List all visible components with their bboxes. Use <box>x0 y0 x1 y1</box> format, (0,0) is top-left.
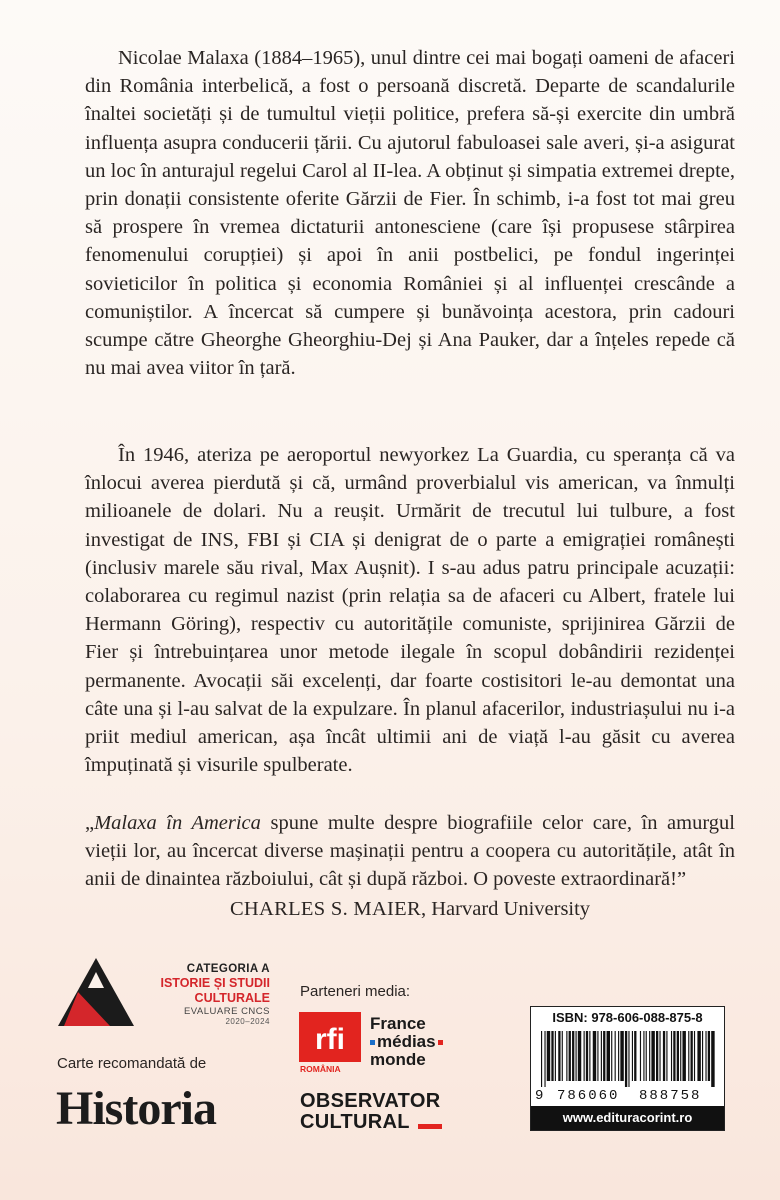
quote-text: spune multe despre biografiile celor care, în amurgul vieții lor, au încercat diverse mașinații pentru a coopera cu autoritățile, atât în anii de dinaintea războiului, cât și după război. O poveste extraordinară!” <box>85 812 735 891</box>
barcode-bar <box>688 1031 689 1081</box>
barcode-bar <box>705 1031 706 1081</box>
category-badge <box>100 962 270 1027</box>
barcode-bar <box>572 1031 574 1081</box>
barcode-bar <box>682 1031 685 1081</box>
recommendation-label: Carte recomandată de <box>57 1055 207 1072</box>
barcode-bar <box>547 1031 550 1081</box>
barcode-digits-right: 888758 <box>639 1088 702 1104</box>
barcode-bar <box>628 1031 629 1087</box>
description-paragraph-1: Nicolae Malaxa (1884–1965), unul dintre cei mai bogați oameni de afaceri din România interbelică, a fost o persoană discretă. Departe de scandalurile înaltei societăți și de tumultul vieții politice, prefera să-și exercite din umbră influența asupra conducerii țării. Cu ajutorul fabuloasei sale averi, și-a asigurat un loc în anturajul regelui Carol al II-lea. A obținut și simpatia extremei drepte, prin donații consistente oferite Gărzii de Fier. În schimb, i-a fost tot mai greu să prospere în vremea dictaturii antonesciene (care își propusese stârpirea fenomenului corupției) și apoi în anii postbelici, pe fondul ingerinței sovieticilor în politica și economia României și al influenței crescânde a comuniștilor. A încercat să cumpere și bunăvoința acestora, prin cadouri scumpe către Gheorghe Gheorghiu-Dej și Ana Pauker, dar a înțeles repede că nu mai avea viitor în țară. <box>85 47 735 380</box>
category-name-2: CULTURALE <box>194 990 270 1005</box>
barcode-bar <box>656 1031 658 1081</box>
barcode-bar <box>597 1031 598 1081</box>
barcode-digits-left: 786060 <box>557 1088 620 1104</box>
fmm-line-2: médias <box>377 1032 436 1051</box>
publisher-website: www.edituracorint.ro <box>531 1106 724 1130</box>
barcode-bar <box>576 1031 577 1081</box>
barcode-bar <box>711 1031 714 1087</box>
barcode-bar <box>640 1031 641 1081</box>
barcode-bar <box>649 1031 650 1081</box>
rfi-logo-sub: ROMÂNIA <box>300 1064 341 1074</box>
category-years: 2020–2024 <box>225 1017 270 1026</box>
barcode-bar <box>569 1031 571 1081</box>
barcode-bar <box>625 1031 627 1087</box>
barcode-bar <box>694 1031 695 1081</box>
media-partners-label: Parteneri media: <box>300 983 411 1000</box>
barcode-bar <box>663 1031 665 1081</box>
barcode-bar <box>555 1031 556 1081</box>
observator-red-bar <box>418 1124 442 1129</box>
observator-line-2: CULTURAL <box>300 1111 410 1133</box>
fmm-line-1: France <box>370 1014 426 1033</box>
barcode-bar <box>551 1031 553 1081</box>
barcode-bar <box>620 1031 623 1081</box>
historia-logo: Historia <box>56 1082 216 1135</box>
barcode-bar <box>651 1031 654 1081</box>
quote-author-affiliation: , Harvard University <box>420 898 591 920</box>
barcode-bar <box>673 1031 675 1081</box>
observator-line-1: OBSERVATOR <box>300 1090 441 1112</box>
barcode-bar <box>618 1031 619 1081</box>
rfi-romania-logo <box>299 1012 361 1074</box>
barcode-bar <box>634 1031 636 1081</box>
barcode-bar <box>697 1031 700 1081</box>
category-evaluation: EVALUARE CNCS <box>183 1006 270 1017</box>
barcode-bar <box>691 1031 693 1081</box>
barcode-bar <box>632 1031 633 1081</box>
barcode-bar <box>586 1031 588 1081</box>
france-medias-monde-logo <box>370 1015 443 1069</box>
barcode-bar <box>603 1031 605 1081</box>
description-paragraph-2: În 1946, ateriza pe aeroportul newyorkez La Guardia, cu speranța că va înlocui averea pierdută și că, urmând proverbialul vis american, va înmulți milioanele de dolari. Nu a reușit. Urmărit de trecutul lui tulbure, a fost investigat de INS, FBI și CIA și denigrat de o parte a emigrației românești (inclusiv marele său rival, Max Aușnit). I s-au adus patru principale acuzații: colaborarea cu regimul nazist (prin relația sa de afaceri cu Albert, fratele lui Hermann Göring), respectiv cu autoritățile comuniste, sprijinirea Gărzii de Fier și întrebuințarea unor metode ilegale în scopul dobândirii rezidenței permanente. Avocații săi excelenți, dar foarte costisitori le-au demontat una câte una și l-au salvat de la expulzare. În planul afacerilor, industriașului nu i-a priit mediul american, așa încât ultimii ani de viață l-au găsit cu averea împuținată și visurile spulberate. <box>85 444 735 777</box>
isbn-label: ISBN: 978-606-088-875-8 <box>552 1010 703 1025</box>
barcode-bar <box>544 1031 545 1087</box>
barcode-bar <box>702 1031 703 1081</box>
barcode-bar <box>677 1031 679 1081</box>
barcode-bar <box>708 1031 710 1081</box>
endorsement-quote <box>85 809 735 894</box>
barcode-bar <box>615 1031 616 1081</box>
quote-book-title: Malaxa în America <box>94 812 261 834</box>
barcode-bar <box>646 1031 647 1081</box>
barcode-bar <box>671 1031 672 1081</box>
barcode-bar <box>666 1031 667 1081</box>
barcode-bar <box>562 1031 563 1081</box>
barcode-bar <box>593 1031 596 1081</box>
barcode-bar <box>558 1031 560 1081</box>
barcode-bar <box>659 1031 660 1081</box>
barcode-bar <box>541 1031 542 1087</box>
barcode-bar <box>578 1031 581 1081</box>
rfi-logo-text: rfi <box>315 1023 345 1056</box>
barcode-bar <box>611 1031 612 1081</box>
barcode-bar <box>584 1031 585 1081</box>
barcode-bar <box>601 1031 602 1081</box>
quote-author-name: CHARLES S. MAIER <box>229 898 421 920</box>
barcode-bar <box>680 1031 681 1081</box>
barcode-bar <box>643 1031 644 1081</box>
quote-author <box>85 895 735 923</box>
category-name-1: ISTORIE ȘI STUDII <box>160 976 270 990</box>
barcode-bar <box>566 1031 567 1081</box>
fmm-red-dot <box>438 1040 443 1045</box>
barcode-digit-first: 9 <box>535 1088 544 1104</box>
isbn-barcode-box <box>530 1006 725 1131</box>
barcode-graphic <box>539 1031 717 1087</box>
fmm-line-3: monde <box>370 1050 426 1069</box>
barcode-bar <box>607 1031 610 1081</box>
barcode-bar <box>589 1031 590 1081</box>
fmm-blue-dot <box>370 1040 375 1045</box>
category-title: CATEGORIA A <box>186 963 270 975</box>
quote-open-mark: „ <box>85 812 95 834</box>
